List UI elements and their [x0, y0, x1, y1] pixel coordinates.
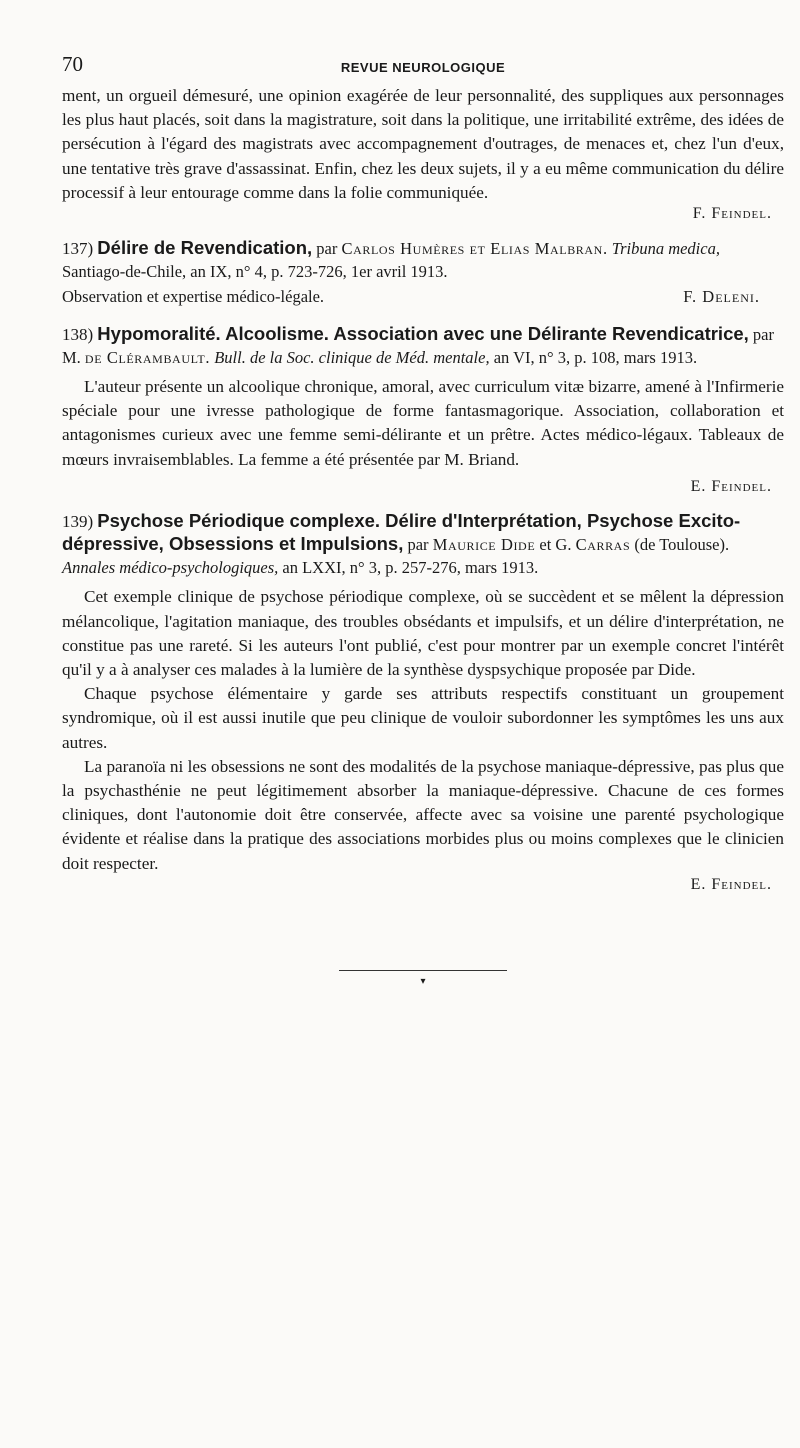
entry-title: Hypomoralité. Alcoolisme. Association avec une Délirante Revendicatrice, [97, 323, 749, 345]
entry-signature: E. Feindel. [690, 875, 772, 893]
page [62, 50, 784, 987]
entry-paragraph: Chaque psychose élémentaire y garde ses attributs respectifs constituant un groupement syndromique, où il est aussi inutile que peu clinique de vouloir subordonner les symptômes les uns aux autres. [62, 684, 784, 752]
intro-paragraph: ment, un orgueil démesuré, une opinion exagérée de leur personnalité, des suppliques aux personnages les plus haut placés, soit dans la magistrature, soit dans la politique, une irritabilité extrême, des idées de persécution à l'égard des magistrats avec accompagnement d'outrages, de menaces et, chez l'un d'eux, une tentative très grave d'assassinat. Enfin, chez les deux sujets, il y a eu même communication du délire processif à leur entourage comme dans la folie communiquée. [62, 86, 784, 202]
entry-journal: Annales médico-psychologiques, [62, 557, 279, 577]
entry-by: par M. [62, 325, 774, 367]
entry-heading [62, 237, 784, 283]
end-rule [339, 970, 507, 971]
entry-citation: Santiago-de-Chile, an IX, n° 4, p. 723-726, 1er avril 1913. [62, 261, 448, 281]
entry-paragraph: La paranoïa ni les obsessions ne sont des modalités de la psychose maniaque-dépressive, pas plus que la psychasthénie ne peut légitimement absorber la maniaque-dépressive. Chacune de ces formes cliniques, dont l'autonomie doit être conservée, affecte avec sa voisine une parenté psychologique évidente et réalise dans la pratique des associations morbides plus ou moins complexes que le clinicien doit respecter. [62, 756, 784, 873]
entry-body: Observation et expertise médico-légale. [62, 287, 325, 307]
entry-137 [62, 237, 784, 309]
entry-authors: de Clérambault. [84, 347, 211, 367]
entry-authors-2: Carras [575, 535, 631, 555]
page-header [62, 50, 784, 84]
end-mark: ▾ [420, 975, 426, 987]
entry-citation: an LXXI, n° 3, p. 257-276, mars 1913. [278, 557, 539, 577]
entry-signature: F. Deleni. [683, 287, 760, 307]
entry-body-line [62, 285, 784, 309]
entry-place: (de Toulouse). [630, 535, 730, 555]
entry-authors: Maurice Dide [432, 535, 536, 555]
entry-number: 137) [62, 239, 94, 259]
running-head: REVUE NEUROLOGIQUE [340, 60, 506, 75]
entry-journal: Tribuna medica, [611, 239, 720, 259]
entry-title: Psychose Périodique complexe. Délire d'Interprétation, Psychose Excito-dépressive, Obsessions et Impulsions, [62, 509, 741, 555]
entry-heading [62, 510, 784, 580]
entry-title: Délire de Revendication, [97, 237, 313, 259]
entry-138 [62, 323, 784, 496]
entry-heading [62, 323, 784, 369]
entry-by: par [312, 239, 342, 259]
entry-number: 139) [62, 511, 94, 531]
entry-body: L'auteur présente un alcoolique chronique, amoral, avec curriculum vitæ bizarre, amené à l'Infirmerie spéciale pour une ivresse pathologique de forme fantasmagorique. Association, collaboration et antagonismes curieux avec une femme semi-délirante et un prêtre. Actes médico-légaux. Tableaux de mœurs invraisemblables. La femme a été présentée par M. Briand. [62, 377, 784, 469]
intro-signature: F. Feindel. [692, 205, 772, 223]
end-rule-block [62, 958, 784, 987]
entry-journal: Bull. de la Soc. clinique de Méd. mentale, [214, 347, 490, 367]
page-number: 70 [62, 52, 83, 76]
entry-number: 138) [62, 325, 94, 345]
entry-authors: Carlos Humères et Elias Malbran. [341, 239, 608, 259]
entry-citation: an VI, n° 3, p. 108, mars 1913. [489, 347, 698, 367]
entry-139 [62, 510, 784, 894]
entry-by: par [403, 535, 433, 555]
entry-signature: E. Feindel. [690, 477, 772, 495]
entry-paragraph: Cet exemple clinique de psychose périodique complexe, où se succèdent et se mêlent la dépression mélancolique, l'agitation maniaque, des troubles obsédants et impulsifs, et un délire d'interprétation, ne constitue pas une rareté. Si les auteurs l'ont publié, c'est pour montrer par un exemple concret l'intérêt qu'il y a à analyser ces malades à la lumière de la synthèse dyspsychique proposée par Dide. [62, 587, 784, 679]
entry-by-2: et G. [535, 535, 576, 555]
